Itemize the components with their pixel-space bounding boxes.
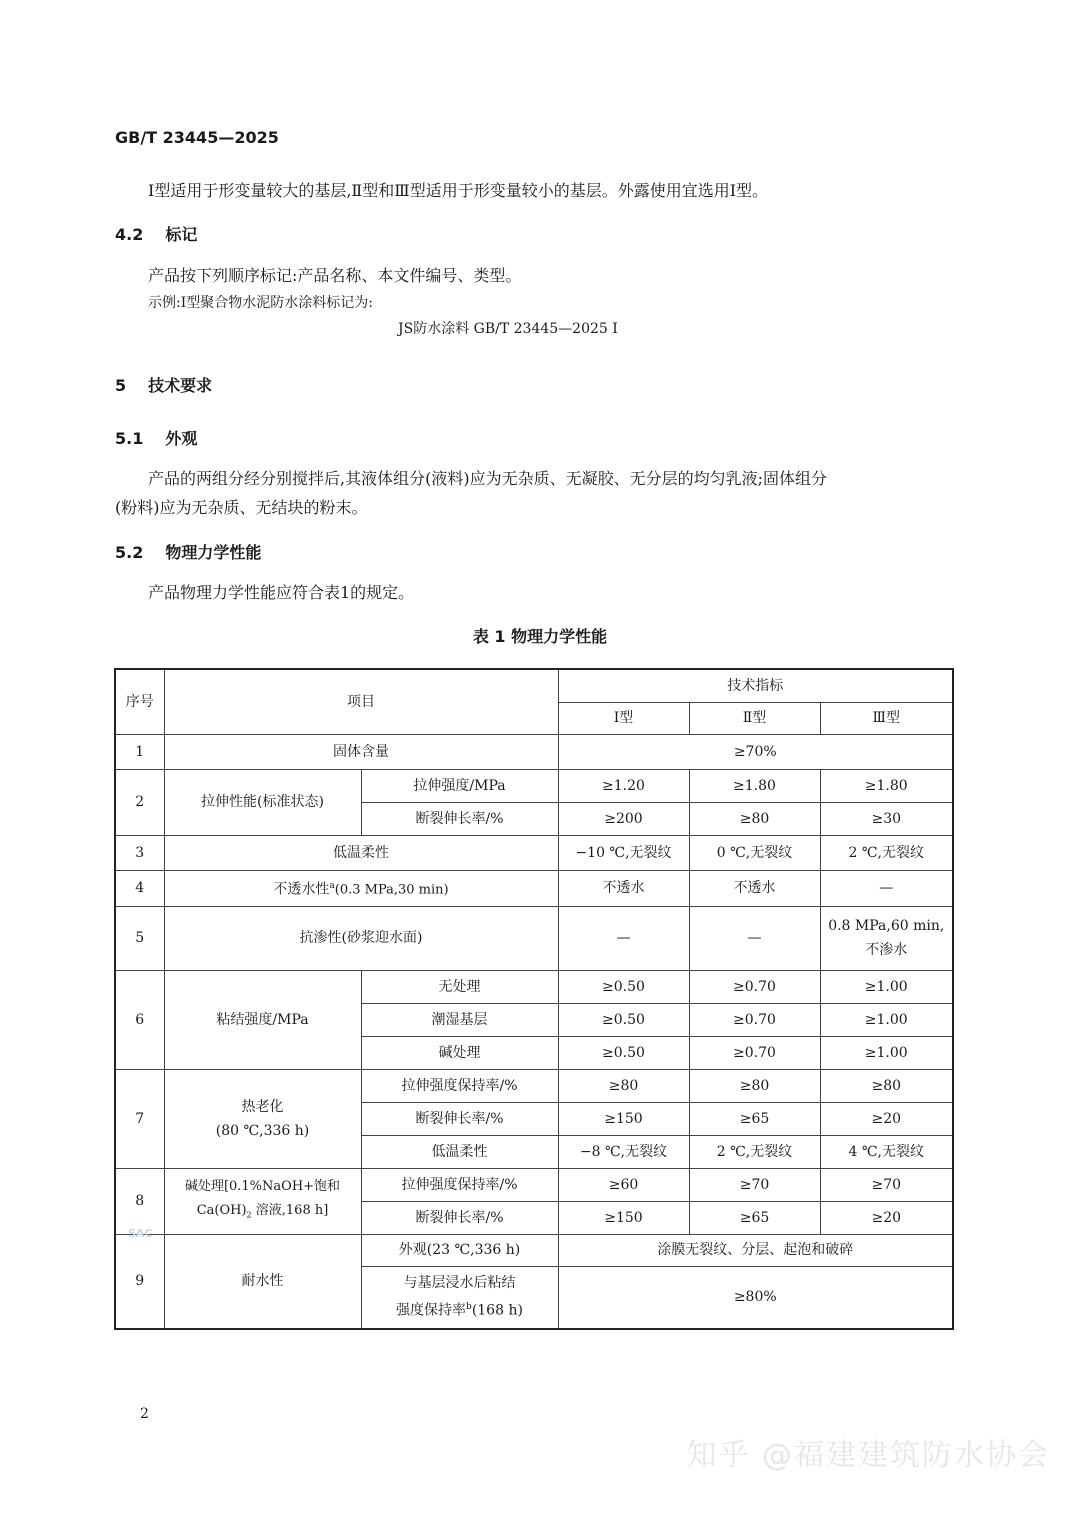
item-part: 溶液,168 h]: [251, 1202, 329, 1218]
appearance-paragraph-line-1: 产品的两组分经分别搅拌后,其液体组分(液料)应为无杂质、无凝胶、无分层的均匀乳液;固体组分: [148, 469, 827, 488]
value-type-2: ≥0.70: [689, 1036, 820, 1069]
item-subscript: 2: [246, 1210, 252, 1220]
item-part: (168 h): [471, 1303, 523, 1320]
row-no: 4: [115, 870, 164, 906]
value-type-1: —: [558, 906, 689, 970]
value-type-3: ≥20: [820, 1201, 953, 1234]
value-type-1: ≥60: [558, 1168, 689, 1201]
value-type-1: ≥80: [558, 1069, 689, 1102]
value-type-3: ≥70: [820, 1168, 953, 1201]
value-type-2: ≥80: [689, 802, 820, 835]
value-type-1: ≥150: [558, 1102, 689, 1135]
row-no: 6: [115, 970, 164, 1069]
item-line: (80 ℃,336 h): [215, 1122, 310, 1139]
row-item: [164, 870, 558, 906]
row-value: ≥70%: [558, 734, 953, 769]
value-type-2: ≥65: [689, 1201, 820, 1234]
value-type-3: ≥1.80: [820, 769, 953, 802]
row-no: 5: [115, 906, 164, 970]
example-label: 示例:Ⅰ型聚合物水泥防水涂料标记为:: [148, 295, 373, 311]
header-no: 序号: [115, 669, 164, 734]
item-part: Ca(OH): [196, 1202, 247, 1218]
value-line: 不渗水: [865, 942, 908, 958]
header-type-1: Ⅰ型: [558, 702, 689, 734]
section-title: 标记: [165, 225, 198, 244]
value-type-3: ≥80: [820, 1069, 953, 1102]
footnote-mark: a: [329, 880, 335, 891]
row-sub-item: 拉伸强度保持率/%: [361, 1168, 558, 1201]
row-sub-item: [361, 1266, 558, 1329]
value-type-1: −10 ℃,无裂纹: [558, 835, 689, 870]
item-text: 不透水性: [273, 881, 330, 898]
table-header-row: [115, 669, 953, 702]
item-line: 与基层浸水后粘结: [403, 1275, 516, 1292]
value-type-1: ≥1.20: [558, 769, 689, 802]
section-title: 物理力学性能: [165, 543, 262, 562]
row-sub-item: 低温柔性: [361, 1135, 558, 1168]
row-no: 3: [115, 835, 164, 870]
row-item: 拉伸性能(标准状态): [164, 769, 361, 835]
row-item: [164, 1168, 361, 1234]
row-no: 2: [115, 769, 164, 835]
item-part: 强度保持率: [396, 1303, 467, 1320]
item-line: [366, 1295, 554, 1323]
row-sub-item: 潮湿基层: [361, 1003, 558, 1036]
value-type-2: ≥65: [689, 1102, 820, 1135]
appearance-paragraph-line-2: (粉料)应为无杂质、无结块的粉末。: [115, 498, 368, 517]
row-item: 固体含量: [164, 734, 558, 769]
section-number: 5: [115, 376, 127, 395]
performance-table: [114, 668, 954, 1330]
value-type-3: ≥20: [820, 1102, 953, 1135]
value-type-2: 不透水: [689, 870, 820, 906]
item-line: 碱处理[0.1%NaOH+饱和: [184, 1178, 341, 1194]
section-number: 5.2: [115, 543, 144, 562]
value-type-2: ≥80: [689, 1069, 820, 1102]
value-type-3: 4 ℃,无裂纹: [820, 1135, 953, 1168]
value-type-1: −8 ℃,无裂纹: [558, 1135, 689, 1168]
value-type-3: ≥30: [820, 802, 953, 835]
value-type-2: ≥0.70: [689, 1003, 820, 1036]
performance-paragraph: 产品物理力学性能应符合表1的规定。: [148, 583, 415, 602]
sac-stamp: SAC: [128, 1227, 153, 1240]
row-sub-item: 断裂伸长率/%: [361, 1201, 558, 1234]
value-type-3: [820, 906, 953, 970]
value-type-3: —: [820, 870, 953, 906]
row-item: [164, 1069, 361, 1168]
table-row: [115, 835, 953, 870]
section-title: 外观: [165, 429, 198, 448]
table-caption: 表 1 物理力学性能: [472, 627, 608, 646]
document-code: GB/T 23445—2025: [115, 128, 279, 147]
value-type-1: ≥150: [558, 1201, 689, 1234]
row-sub-item: 外观(23 ℃,336 h): [361, 1234, 558, 1266]
table-row: [115, 1234, 953, 1266]
marking-paragraph: 产品按下列顺序标记:产品名称、本文件编号、类型。: [148, 266, 522, 285]
value-type-1: ≥0.50: [558, 1036, 689, 1069]
table-row: [115, 769, 953, 802]
value-type-3: ≥1.00: [820, 1003, 953, 1036]
row-sub-item: 碱处理: [361, 1036, 558, 1069]
row-no: 1: [115, 734, 164, 769]
value-type-2: 2 ℃,无裂纹: [689, 1135, 820, 1168]
table-row: [115, 734, 953, 769]
row-value: 涂膜无裂纹、分层、起泡和破碎: [558, 1234, 953, 1266]
value-type-1: ≥200: [558, 802, 689, 835]
section-number: 5.1: [115, 429, 144, 448]
item-line: [169, 1199, 357, 1228]
item-condition: (0.3 MPa,30 min): [334, 882, 449, 898]
table-row: [115, 906, 953, 970]
table-row: [115, 970, 953, 1003]
row-sub-item: 拉伸强度保持率/%: [361, 1069, 558, 1102]
example-mark: JS防水涂料 GB/T 23445—2025 Ⅰ: [398, 321, 618, 337]
item-line: 热老化: [241, 1098, 284, 1115]
row-no: 8: [115, 1168, 164, 1234]
header-type-3: Ⅲ型: [820, 702, 953, 734]
row-item: 耐水性: [164, 1234, 361, 1329]
section-title: 技术要求: [148, 376, 213, 395]
watermark: 知乎 @福建建筑防水协会: [686, 1438, 1050, 1473]
header-tech: 技术指标: [558, 669, 953, 702]
value-type-3: 2 ℃,无裂纹: [820, 835, 953, 870]
section-5-heading: [115, 373, 212, 396]
table-row: [115, 1069, 953, 1102]
value-type-2: ≥0.70: [689, 970, 820, 1003]
footnote-mark: b: [466, 1302, 472, 1313]
value-type-2: —: [689, 906, 820, 970]
section-5-1-heading: [115, 426, 197, 449]
row-item: 低温柔性: [164, 835, 558, 870]
row-item: 抗渗性(砂浆迎水面): [164, 906, 558, 970]
value-type-2: 0 ℃,无裂纹: [689, 835, 820, 870]
row-value: ≥80%: [558, 1266, 953, 1329]
value-type-3: ≥1.00: [820, 1036, 953, 1069]
row-sub-item: 断裂伸长率/%: [361, 802, 558, 835]
table-row: [115, 870, 953, 906]
row-sub-item: 拉伸强度/MPa: [361, 769, 558, 802]
row-sub-item: 断裂伸长率/%: [361, 1102, 558, 1135]
table-row: [115, 1168, 953, 1201]
value-type-2: ≥1.80: [689, 769, 820, 802]
section-4-2-heading: [115, 222, 197, 245]
row-no: 7: [115, 1069, 164, 1168]
value-type-1: ≥0.50: [558, 970, 689, 1003]
type-usage-paragraph: Ⅰ型适用于形变量较大的基层,Ⅱ型和Ⅲ型适用于形变量较小的基层。外露使用宜选用Ⅰ型。: [148, 181, 769, 200]
page-number: 2: [140, 1406, 149, 1422]
header-type-2: Ⅱ型: [689, 702, 820, 734]
row-sub-item: 无处理: [361, 970, 558, 1003]
row-item: 粘结强度/MPa: [164, 970, 361, 1069]
section-number: 4.2: [115, 225, 144, 244]
value-type-3: ≥1.00: [820, 970, 953, 1003]
value-type-2: ≥70: [689, 1168, 820, 1201]
value-type-1: 不透水: [558, 870, 689, 906]
value-line: 0.8 MPa,60 min,: [828, 918, 945, 934]
value-type-1: ≥0.50: [558, 1003, 689, 1036]
header-item: 项目: [164, 669, 558, 734]
section-5-2-heading: [115, 540, 261, 563]
row-no: 9: [115, 1234, 164, 1329]
